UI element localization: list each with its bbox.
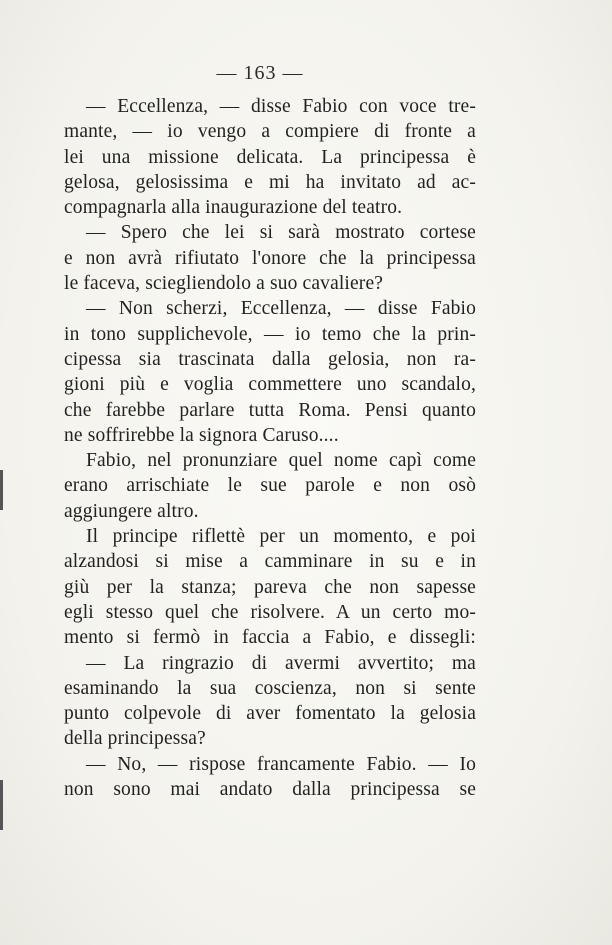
text-line: in tono supplichevole, — io temo che la prin-	[64, 323, 476, 345]
text-line: — La ringrazio di avermi avvertito; ma	[86, 652, 476, 674]
text-line: compagnarla alla inaugurazione del teatro.	[64, 197, 403, 219]
text-line: egli stesso quel che risolvere. A un certo mo-	[64, 601, 476, 623]
text-line: della principessa?	[64, 728, 206, 750]
text-line: mento si fermò in faccia a Fabio, e dissegli:	[64, 627, 476, 649]
text-line: aggiungere altro.	[64, 500, 199, 522]
page-edge-mark	[0, 780, 3, 830]
text-line: Il principe riflettè per un momento, e poi	[86, 526, 476, 548]
text-line: erano arrischiate le sue parole e non osò	[64, 475, 476, 497]
text-line: punto colpevole di aver fomentato la gelosia	[64, 703, 476, 725]
text-line: — Non scherzi, Eccellenza, — disse Fabio	[86, 298, 476, 320]
text-line: giù per la stanza; pareva che non sapesse	[64, 576, 476, 598]
text-line: Fabio, nel pronunziare quel nome capì come	[86, 450, 476, 472]
text-line: le faceva, sciegliendolo a suo cavaliere?	[64, 273, 384, 295]
text-line: — No, — rispose francamente Fabio. — Io	[86, 753, 476, 775]
text-line: alzandosi si mise a camminare in su e in	[64, 551, 476, 573]
text-line: esaminando la sua coscienza, non si sente	[64, 677, 476, 699]
text-line: cipessa sia trascinata dalla gelosia, non ra-	[64, 348, 476, 370]
text-line: gelosa, gelosissima e mi ha invitato ad ac-	[64, 171, 476, 193]
text-line: gioni più e voglia commettere uno scandalo,	[64, 374, 476, 396]
text-line: e non avrà rifiutato l'onore che la principessa	[64, 247, 476, 269]
page-edge-mark	[0, 470, 3, 510]
text-line: — Eccellenza, — disse Fabio con voce tre-	[86, 96, 476, 117]
text-line: ne soffrirebbe la signora Caruso....	[64, 424, 339, 446]
text-line: che farebbe parlare tutta Roma. Pensi quanto	[64, 399, 476, 421]
page-number: — 163 —	[216, 62, 304, 84]
body-text	[64, 94, 476, 802]
text-line: non sono mai andato dalla principessa se	[64, 779, 476, 801]
text-line: mante, — io vengo a compiere di fronte a	[64, 121, 476, 143]
text-line: lei una missione delicata. La principessa è	[64, 146, 476, 168]
text-line: — Spero che lei si sarà mostrato cortese	[86, 222, 476, 244]
